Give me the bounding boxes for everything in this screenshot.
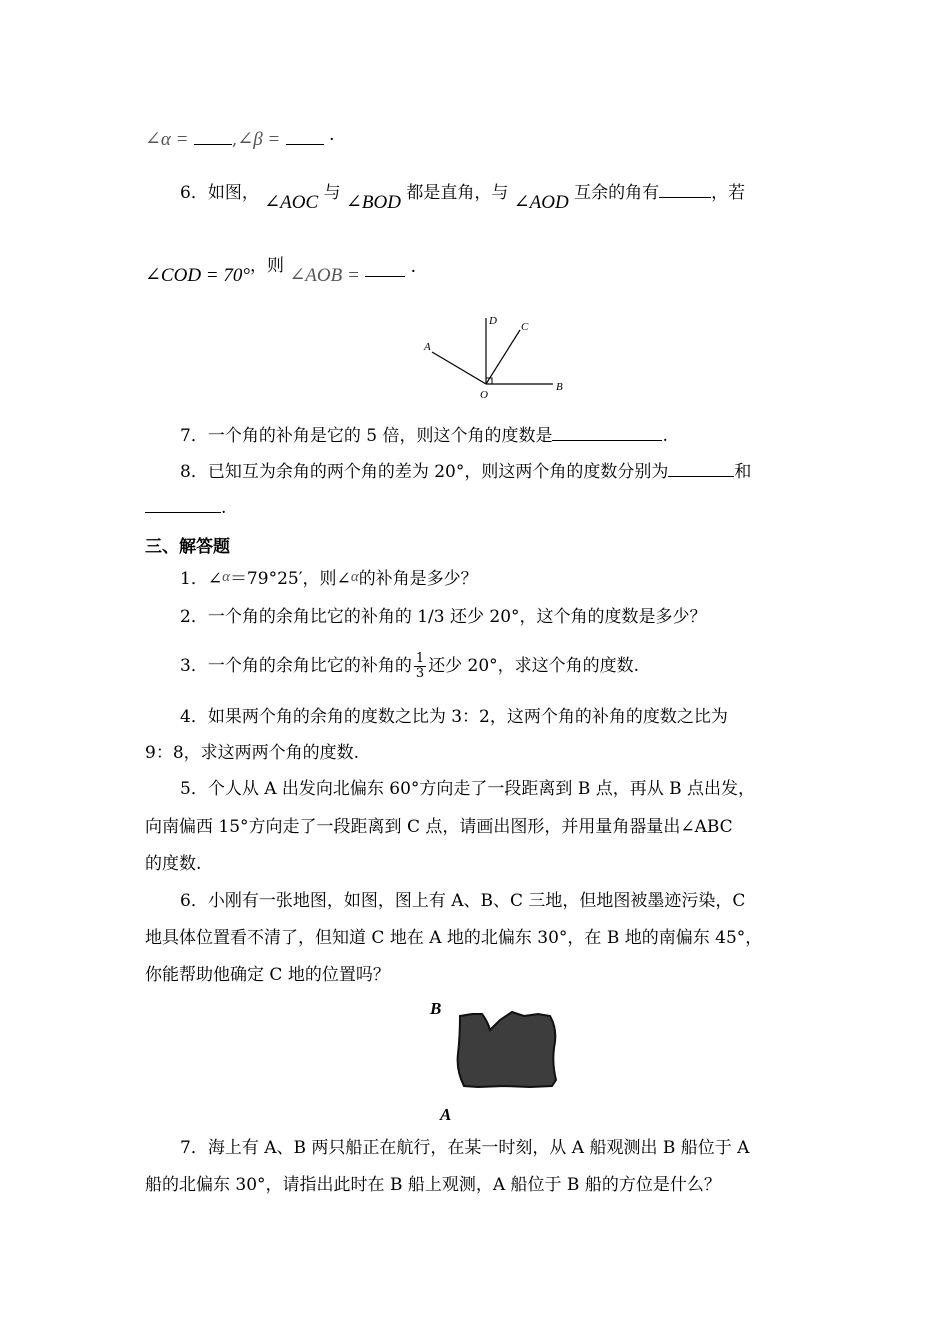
s1-line	[180, 567, 478, 592]
s5-text3: 的度数.	[145, 854, 202, 874]
q6-text3: 互余的角有	[574, 183, 660, 203]
q7-text: 7．一个角的补角是它的 5 倍，则这个角的度数是	[180, 426, 553, 446]
alpha-symbol: α	[350, 569, 359, 585]
beta-blank	[286, 128, 324, 145]
dot: ·	[329, 130, 335, 150]
fraction-denominator: 3	[415, 666, 425, 681]
s3-text-a: 3．一个角的余角比它的补角的	[180, 656, 412, 676]
s5-text2: 向南偏西 15°方向走了一段距离到 C 点，请画出图形，并用量角器量出∠ABC	[145, 817, 733, 837]
angle-cod: ∠COD = 70°	[145, 265, 250, 286]
s5-line2	[145, 815, 733, 839]
ray-oc	[486, 330, 520, 384]
s1-text-a: 1．∠	[180, 569, 223, 589]
label-a: A	[424, 341, 431, 353]
fraction-numerator: 1	[415, 651, 425, 666]
section-heading: 三、解答题	[145, 537, 230, 557]
map-label-b: B	[430, 999, 442, 1018]
fraction-one-third	[414, 652, 426, 681]
aob-blank	[365, 260, 405, 277]
s6-text3: 你能帮助他确定 C 地的位置吗？	[145, 965, 390, 985]
map-label-a: A	[440, 1105, 452, 1124]
s7-text2: 船的北偏东 30°，请指出此时在 B 船上观测，A 船位于 B 船的方位是什么？	[145, 1175, 721, 1195]
angle-aob: ∠AOB =	[289, 265, 360, 286]
s6-line2	[145, 926, 762, 950]
s5-line1	[180, 777, 755, 801]
label-b: B	[556, 381, 563, 393]
ink-stain	[458, 1012, 556, 1087]
q8-blank1	[668, 460, 734, 477]
s2-text: 2．一个角的余角比它的补角的 1/3 还少 20°，这个角的度数是多少？	[180, 607, 707, 627]
s5-line3	[145, 852, 201, 876]
angle-figure	[420, 312, 580, 402]
q7-line	[180, 424, 668, 448]
q6-text5: ，则	[249, 256, 284, 276]
q7-end: .	[662, 426, 668, 446]
ray-oa	[432, 352, 486, 384]
s4-line2	[145, 741, 359, 765]
s6-line3	[145, 963, 390, 987]
alpha-symbol: α	[222, 569, 230, 585]
s2-line	[180, 605, 707, 629]
q5-answer-line	[145, 128, 334, 152]
s3-line	[180, 652, 639, 681]
dot: ·	[410, 262, 417, 282]
alpha-label: ∠α =	[145, 129, 189, 150]
q6-line2	[145, 256, 417, 286]
ink-stain-map	[420, 990, 580, 1130]
s6-text2: 地具体位置看不清了，但知道 C 地在 A 地的北偏东 30°，在 B 地的南偏东 45°，	[145, 928, 763, 948]
s7-line2	[145, 1173, 721, 1197]
alpha-blank	[194, 128, 232, 145]
q6-text4: ，若	[711, 183, 746, 203]
s6-line1	[180, 889, 745, 913]
s7-text1: 7．海上有 A、B 两只船正在航行，在某一时刻，从 A 船观测出 B 船位于 A	[180, 1138, 750, 1158]
s4-line1	[180, 705, 728, 729]
s1-text-b: ＝79°25′，则∠	[229, 569, 351, 589]
beta-label: ∠β =	[237, 129, 281, 150]
q7-blank	[552, 424, 662, 441]
q8-line1	[180, 460, 751, 484]
s4-text2: 9：8，求这两两个角的度数.	[145, 743, 360, 763]
s1-text-c: 的补角是多少？	[358, 569, 478, 589]
s4-text1: 4．如果两个角的余角的度数之比为 3：2，这两个角的补角的度数之比为	[180, 707, 728, 727]
q6-line1	[180, 181, 746, 213]
label-c: C	[521, 321, 529, 333]
q8-end: .	[221, 498, 227, 518]
q6-text1: 与	[323, 183, 341, 203]
angle-aoc: ∠AOC	[264, 192, 319, 213]
s3-text-b: 还少 20°，求这个角的度数.	[428, 656, 640, 676]
label-o: O	[480, 389, 488, 401]
angle-bod: ∠BOD	[345, 192, 401, 213]
label-d: D	[489, 315, 497, 327]
q8-text: 8．已知互为余角的两个角的差为 20°，则这两个角的度数分别为	[180, 462, 669, 482]
s7-line1	[180, 1136, 749, 1160]
q8-blank2	[145, 496, 221, 513]
s6-text1: 6．小刚有一张地图，如图，图上有 A、B、C 三地，但地图被墨迹污染，C	[180, 891, 746, 911]
q6-number: 6．如图，	[180, 183, 259, 203]
s5-text1: 5．个人从 A 出发向北偏东 60°方向走了一段距离到 B 点，再从 B 点出发，	[180, 779, 756, 799]
q6-text2: 都是直角，与	[406, 183, 509, 203]
complement-blank	[659, 181, 711, 198]
angle-aod: ∠AOD	[513, 192, 569, 213]
q8-line2	[145, 496, 226, 520]
separator: ,	[231, 130, 238, 150]
q8-and: 和	[734, 462, 752, 482]
